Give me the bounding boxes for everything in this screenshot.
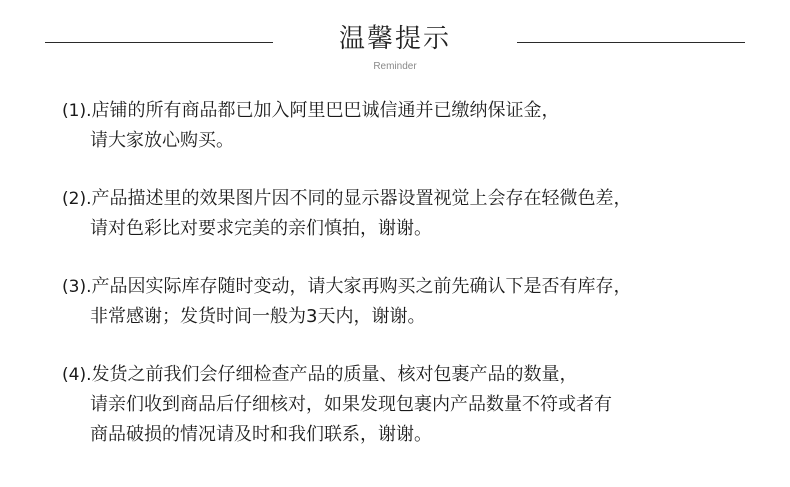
note-1 bbox=[62, 96, 762, 156]
header-divider-right bbox=[517, 42, 745, 43]
note-2-line-1 bbox=[62, 184, 762, 214]
note-number: (4). bbox=[62, 365, 92, 385]
note-number: (3). bbox=[62, 277, 92, 297]
page-title: 温馨提示 bbox=[338, 24, 451, 54]
note-3 bbox=[62, 272, 762, 332]
note-1-line-2: 请大家放心购买。 bbox=[90, 130, 234, 151]
note-4-line-2: 请亲们收到商品后仔细核对，如果发现包裹内产品数量不符或者有 bbox=[90, 394, 612, 415]
note-text: 产品因实际库存随时变动，请大家再购买之前先确认下是否有库存， bbox=[91, 276, 632, 297]
note-4 bbox=[62, 360, 762, 450]
note-text: 店铺的所有商品都已加入阿里巴巴诚信通并已缴纳保证金， bbox=[91, 100, 560, 121]
reminder-header bbox=[0, 0, 790, 80]
notes-list bbox=[62, 96, 762, 450]
note-4-line-1 bbox=[62, 360, 762, 390]
note-2 bbox=[62, 184, 762, 244]
note-3-line-2: 非常感谢；发货时间一般为3天内，谢谢。 bbox=[90, 306, 426, 327]
note-text: 发货之前我们会仔细检查产品的质量、核对包裹产品的数量， bbox=[91, 364, 578, 385]
page-subtitle: Reminder bbox=[373, 61, 417, 72]
note-4-line-3: 商品破损的情况请及时和我们联系，谢谢。 bbox=[90, 424, 432, 445]
note-3-line-1 bbox=[62, 272, 762, 302]
note-number: (2). bbox=[62, 189, 92, 209]
note-number: (1). bbox=[62, 101, 92, 121]
note-1-line-1 bbox=[62, 96, 762, 126]
note-2-line-2: 请对色彩比对要求完美的亲们慎拍，谢谢。 bbox=[90, 218, 432, 239]
note-text: 产品描述里的效果图片因不同的显示器设置视觉上会存在轻微色差， bbox=[91, 188, 632, 209]
